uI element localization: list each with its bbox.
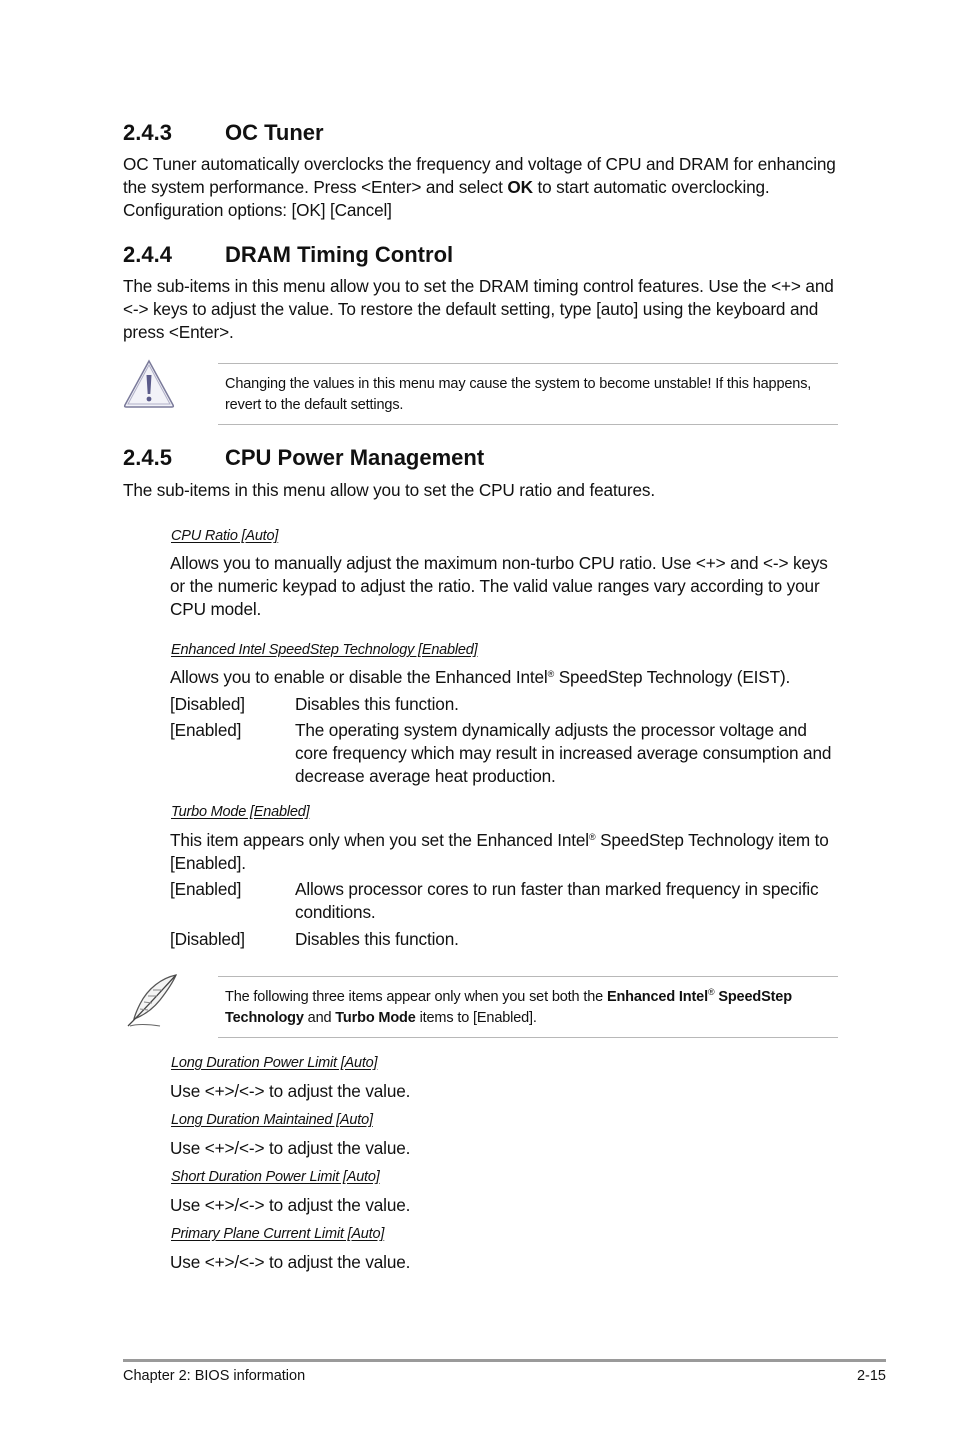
text-run: items to [Enabled]. <box>415 1009 537 1026</box>
option-key: [Enabled] <box>170 879 242 899</box>
option-desc: The operating system dynamically adjusts the processor voltage and core frequency which may result in increased average consumption and decrease average heat production. <box>295 720 832 787</box>
note-callout <box>218 976 838 1038</box>
section-title: DRAM Timing Control <box>225 242 454 267</box>
item-long-duration-power-limit: Long Duration Power Limit [Auto] <box>171 1055 378 1071</box>
bold-ok: OK <box>507 177 533 198</box>
footer-page-number: 2-15 <box>856 1368 886 1384</box>
oc-tuner-paragraph <box>123 153 839 223</box>
warning-callout <box>218 363 838 425</box>
item-primary-plane-current-limit: Primary Plane Current Limit [Auto] <box>171 1226 385 1242</box>
section-heading-oc-tuner <box>123 120 324 146</box>
text-run: SpeedStep Technology (EIST). <box>554 667 791 687</box>
text-run: OC Tuner automatically overclocks the frequency and voltage of CPU and DRAM for enhancing the system performance. Press <Enter> and select <box>123 154 836 198</box>
cpu-power-intro: The sub-items in this menu allow you to set the CPU ratio and features. <box>123 480 655 500</box>
option-key: [Disabled] <box>170 694 245 714</box>
section-heading-cpu-power <box>123 445 484 471</box>
text-run: This item appears only when you set the Enhanced Intel <box>170 830 589 850</box>
registered-mark: ® <box>588 832 596 842</box>
footer-chapter: Chapter 2: BIOS information <box>123 1368 306 1384</box>
warning-text: Changing the values in this menu may cause the system to become unstable! If this happens, revert to the default settings. <box>225 376 812 413</box>
text-run: SpeedStep Technology item to [Enabled]. <box>170 830 829 874</box>
item-desc: Use <+>/<-> to adjust the value. <box>170 1081 411 1101</box>
item-cpu-ratio: CPU Ratio [Auto] <box>171 528 279 544</box>
section-title: CPU Power Management <box>225 445 485 470</box>
section-number: 2.4.3 <box>123 120 172 145</box>
section-heading-dram <box>123 242 453 268</box>
turbo-desc <box>170 829 838 875</box>
item-short-duration-power-limit: Short Duration Power Limit [Auto] <box>171 1169 380 1185</box>
option-desc: Disables this function. <box>295 929 459 949</box>
footer-divider <box>123 1359 886 1362</box>
registered-mark: ® <box>547 669 555 679</box>
item-turbo-mode: Turbo Mode [Enabled] <box>171 804 310 820</box>
item-desc: Use <+>/<-> to adjust the value. <box>170 1252 411 1272</box>
dram-paragraph: The sub-items in this menu allow you to set the DRAM timing control features. Use the <+> and <-> keys to adjust the value. To restore the default setting, type [auto] using the keyboard and press <Enter>. <box>123 276 834 343</box>
item-long-duration-maintained: Long Duration Maintained [Auto] <box>171 1112 373 1128</box>
bold-run: Turbo Mode <box>335 1009 416 1026</box>
section-number: 2.4.4 <box>123 242 172 267</box>
item-desc: Use <+>/<-> to adjust the value. <box>170 1138 411 1158</box>
item-desc: Use <+>/<-> to adjust the value. <box>170 1195 411 1215</box>
item-eist: Enhanced Intel SpeedStep Technology [Enabled] <box>171 642 478 658</box>
cpu-ratio-desc: Allows you to manually adjust the maximum non-turbo CPU ratio. Use <+> and <-> keys or the numeric keypad to adjust the ratio. The valid value ranges vary according to your CPU model. <box>170 553 828 620</box>
text-run: and <box>303 1009 336 1026</box>
option-key: [Disabled] <box>170 929 245 949</box>
text-run: to start automatic overclocking. Configuration options: [OK] [Cancel] <box>123 177 770 221</box>
feather-quill-icon <box>122 972 180 1030</box>
option-key: [Enabled] <box>170 720 242 740</box>
note-text <box>225 987 835 1028</box>
eist-desc <box>170 666 838 689</box>
bold-run: Enhanced Intel <box>606 989 708 1005</box>
section-title: OC Tuner <box>225 120 324 145</box>
text-run: The following three items appear only when you set both the <box>225 989 607 1005</box>
registered-mark: ® <box>707 987 715 997</box>
option-desc: Allows processor cores to run faster than marked frequency in specific conditions. <box>295 879 819 923</box>
option-desc: Disables this function. <box>295 694 459 714</box>
bold-run: SpeedStep Technology <box>225 989 792 1026</box>
warning-triangle-icon <box>122 358 176 410</box>
section-number: 2.4.5 <box>123 445 172 470</box>
text-run: Allows you to enable or disable the Enhanced Intel <box>170 667 548 687</box>
